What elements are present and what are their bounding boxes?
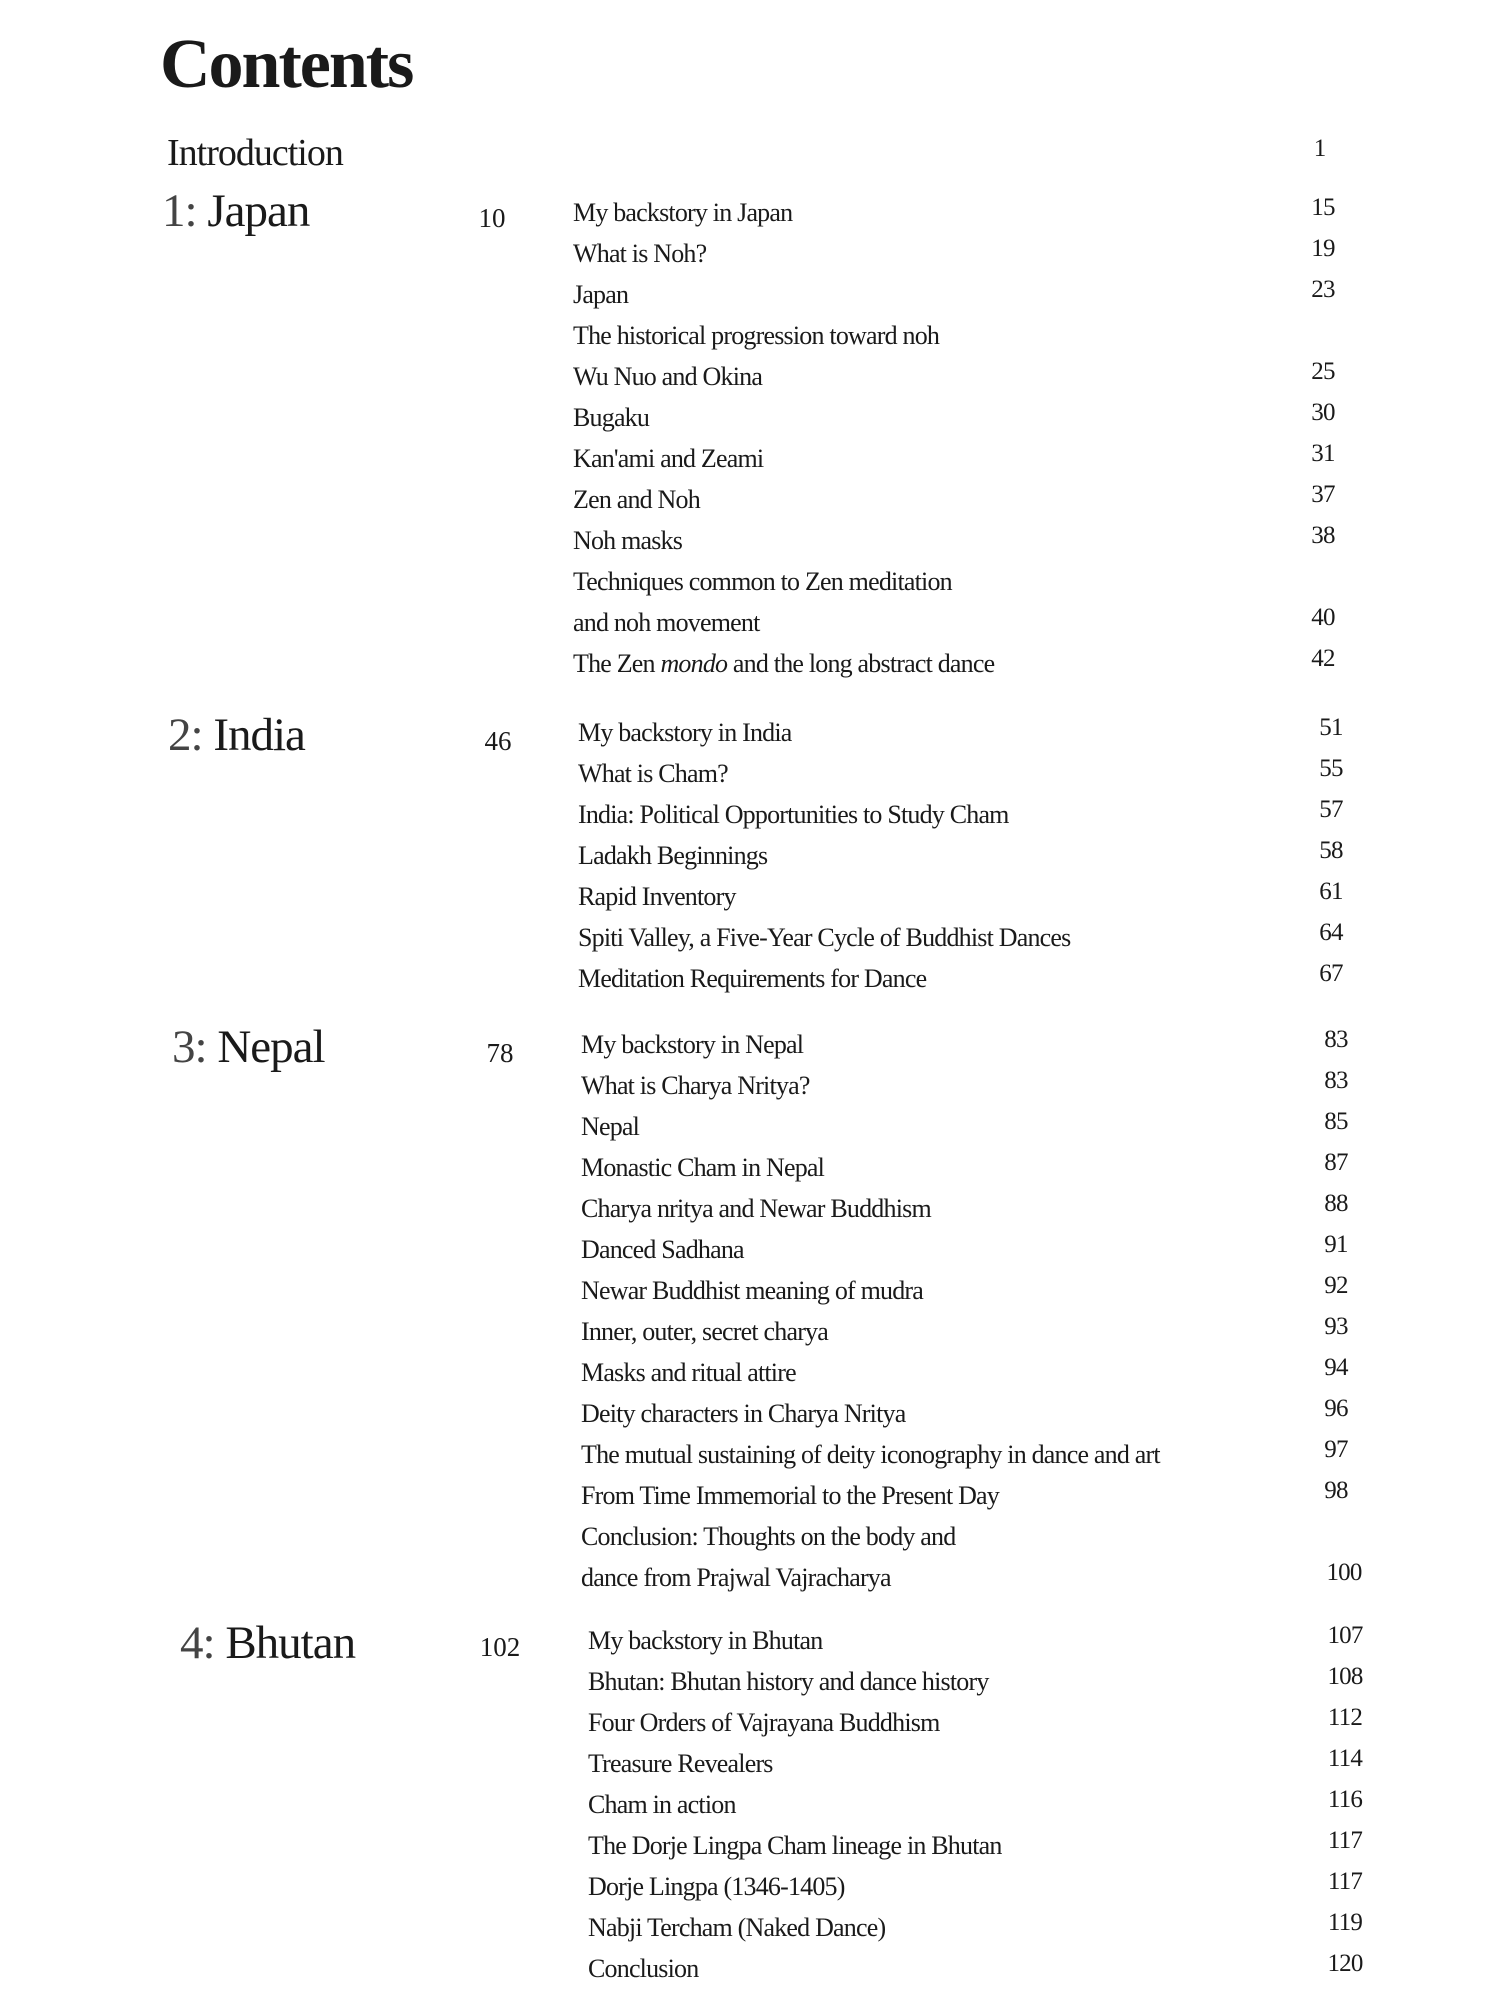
toc-entry <box>588 1784 1500 1825</box>
toc-entry <box>573 602 1500 643</box>
entry-title: Noh masks <box>573 526 683 555</box>
toc-entry <box>573 356 1500 397</box>
entry-title: Inner, outer, secret charya <box>581 1317 828 1346</box>
chapter-title <box>180 1617 356 1669</box>
chapter-name: Bhutan <box>225 1617 356 1669</box>
toc-entry <box>578 794 1500 835</box>
chapter-number: 3: <box>172 1021 207 1073</box>
entry-title: Zen and Noh <box>573 485 700 514</box>
chapter-number: 4: <box>180 1617 215 1669</box>
entry-page-number: 100 <box>1326 1559 1362 1586</box>
toc-entry <box>588 1620 1500 1661</box>
entry-title: Masks and ritual attire <box>581 1358 796 1387</box>
toc-entry <box>581 1106 1500 1147</box>
toc-entry <box>573 561 1500 602</box>
toc-entry <box>588 1702 1500 1743</box>
entry-page-number: 108 <box>1327 1663 1363 1690</box>
entry-title: Japan <box>573 280 629 309</box>
chapter-entries <box>588 1620 1500 1989</box>
toc-entry <box>588 1948 1500 1989</box>
chapter-title <box>172 1021 325 1073</box>
entry-title: Wu Nuo and Okina <box>573 362 763 391</box>
chapter-number: 1: <box>162 185 197 237</box>
toc-entry <box>578 958 1500 999</box>
chapter-page-number: 46 <box>484 726 512 756</box>
entry-title: Meditation Requirements for Dance <box>578 964 927 993</box>
entry-title: Charya nritya and Newar Buddhism <box>581 1194 931 1223</box>
chapter-page-number: 78 <box>486 1038 514 1068</box>
entry-page-number: 30 <box>1311 399 1335 426</box>
entry-title: and noh movement <box>573 608 760 637</box>
entry-title: Bhutan: Bhutan history and dance history <box>588 1667 989 1696</box>
entry-page-number: 23 <box>1311 276 1335 303</box>
entry-title: Deity characters in Charya Nritya <box>581 1399 906 1428</box>
entry-page-number: 31 <box>1311 440 1335 467</box>
chapter-entries <box>578 712 1500 999</box>
entry-title: Nabji Tercham (Naked Dance) <box>588 1913 886 1942</box>
entry-page-number: 117 <box>1327 1827 1363 1854</box>
entry-page-number: 94 <box>1324 1354 1348 1381</box>
entry-title: Ladakh Beginnings <box>578 841 768 870</box>
entry-page-number: 91 <box>1324 1231 1348 1258</box>
entry-title: What is Noh? <box>573 239 707 268</box>
toc-entry <box>581 1270 1500 1311</box>
entry-page-number: 19 <box>1311 235 1335 262</box>
toc-entry <box>573 274 1500 315</box>
introduction-page-number: 1 <box>1313 135 1327 162</box>
chapter-entries <box>581 1024 1500 1598</box>
toc-entry <box>581 1024 1500 1065</box>
toc-entry <box>581 1188 1500 1229</box>
entry-title: Newar Buddhist meaning of mudra <box>581 1276 924 1305</box>
entry-page-number: 88 <box>1324 1190 1348 1217</box>
entry-title: My backstory in Bhutan <box>588 1626 823 1655</box>
entry-title: The historical progression toward noh <box>573 321 940 350</box>
entry-page-number: 55 <box>1319 755 1343 782</box>
entry-page-number: 92 <box>1324 1272 1348 1299</box>
toc-entry <box>573 520 1500 561</box>
entry-title: Danced Sadhana <box>581 1235 744 1264</box>
entry-title: India: Political Opportunities to Study Cham <box>578 800 1009 829</box>
toc-entry <box>581 1147 1500 1188</box>
entry-page-number: 37 <box>1311 481 1335 508</box>
entry-page-number: 15 <box>1311 194 1335 221</box>
entry-page-number: 83 <box>1324 1067 1348 1094</box>
chapter-number: 2: <box>168 709 203 761</box>
entry-page-number: 112 <box>1327 1704 1363 1731</box>
entry-title: Spiti Valley, a Five-Year Cycle of Buddhist Dances <box>578 923 1071 952</box>
entry-page-number: 120 <box>1327 1950 1363 1977</box>
toc-entry <box>588 1743 1500 1784</box>
entry-page-number: 116 <box>1327 1786 1363 1813</box>
toc-entry <box>581 1393 1500 1434</box>
entry-title: Conclusion <box>588 1954 699 1983</box>
entry-title: Nepal <box>581 1112 640 1141</box>
entry-title: What is Cham? <box>578 759 728 788</box>
toc-entry <box>588 1866 1500 1907</box>
page-title: Contents <box>160 26 413 103</box>
toc-entry <box>588 1907 1500 1948</box>
entry-title: dance from Prajwal Vajracharya <box>581 1563 891 1592</box>
entry-title: What is Charya Nritya? <box>581 1071 810 1100</box>
chapter-name: Japan <box>207 185 310 237</box>
entry-title: My backstory in Japan <box>573 198 793 227</box>
entry-page-number: 93 <box>1324 1313 1348 1340</box>
entry-page-number: 117 <box>1327 1868 1363 1895</box>
chapter-title <box>162 185 310 237</box>
toc-entry <box>581 1434 1500 1475</box>
entry-page-number: 96 <box>1324 1395 1348 1422</box>
toc-entry <box>573 315 1500 356</box>
chapter-page-number: 10 <box>478 203 506 233</box>
entry-title: From Time Immemorial to the Present Day <box>581 1481 999 1510</box>
entry-page-number: 58 <box>1319 837 1343 864</box>
entry-title: Four Orders of Vajrayana Buddhism <box>588 1708 940 1737</box>
entry-page-number: 51 <box>1319 714 1343 741</box>
toc-entry <box>573 643 1500 684</box>
entry-page-number: 64 <box>1319 919 1343 946</box>
entry-title: Treasure Revealers <box>588 1749 773 1778</box>
toc-entry <box>581 1557 1500 1598</box>
entry-page-number: 38 <box>1311 522 1335 549</box>
entry-page-number: 119 <box>1327 1909 1363 1936</box>
entry-page-number: 42 <box>1311 645 1335 672</box>
toc-entry <box>578 876 1500 917</box>
chapter-page-number: 102 <box>479 1632 521 1662</box>
entry-title: Bugaku <box>573 403 650 432</box>
toc-entry <box>573 233 1500 274</box>
toc-entry <box>581 1475 1500 1516</box>
entry-title <box>573 643 994 684</box>
toc-entry <box>581 1229 1500 1270</box>
toc-entry <box>588 1825 1500 1866</box>
entry-title: Techniques common to Zen meditation <box>573 567 952 596</box>
entry-title: Cham in action <box>588 1790 736 1819</box>
toc-entry <box>573 192 1500 233</box>
entry-title: Dorje Lingpa (1346-1405) <box>588 1872 845 1901</box>
entry-title: Monastic Cham in Nepal <box>581 1153 825 1182</box>
toc-entry <box>578 712 1500 753</box>
entry-title: Rapid Inventory <box>578 882 736 911</box>
entry-title: My backstory in Nepal <box>581 1030 804 1059</box>
entry-page-number: 97 <box>1324 1436 1348 1463</box>
entry-title-after: and the long abstract dance <box>727 649 995 678</box>
toc-entry <box>581 1352 1500 1393</box>
toc-entry <box>581 1516 1500 1557</box>
entry-page-number: 25 <box>1311 358 1335 385</box>
toc-entry <box>578 917 1500 958</box>
chapter-title <box>168 709 305 761</box>
toc-entry <box>573 397 1500 438</box>
toc-entry <box>588 1661 1500 1702</box>
toc-entry <box>578 835 1500 876</box>
chapter-name: Nepal <box>217 1021 325 1073</box>
chapter-entries <box>573 192 1500 684</box>
entry-page-number: 83 <box>1324 1026 1348 1053</box>
entry-page-number: 57 <box>1319 796 1343 823</box>
entry-title: My backstory in India <box>578 718 792 747</box>
entry-page-number: 87 <box>1324 1149 1348 1176</box>
entry-title: Kan'ami and Zeami <box>573 444 764 473</box>
toc-entry <box>581 1311 1500 1352</box>
entry-title-before: The Zen <box>573 649 661 678</box>
toc-entry <box>573 479 1500 520</box>
entry-page-number: 67 <box>1319 960 1343 987</box>
toc-entry <box>578 753 1500 794</box>
entry-page-number: 107 <box>1327 1622 1363 1649</box>
entry-title: The Dorje Lingpa Cham lineage in Bhutan <box>588 1831 1002 1860</box>
entry-page-number: 98 <box>1324 1477 1348 1504</box>
chapter-name: India <box>213 709 305 761</box>
entry-page-number: 85 <box>1324 1108 1348 1135</box>
entry-title-italic: mondo <box>660 649 728 678</box>
toc-entry <box>581 1065 1500 1106</box>
introduction-title: Introduction <box>167 132 343 174</box>
entry-page-number: 114 <box>1327 1745 1363 1772</box>
entry-page-number: 61 <box>1319 878 1343 905</box>
entry-title: The mutual sustaining of deity iconography in dance and art <box>581 1440 1160 1469</box>
entry-title: Conclusion: Thoughts on the body and <box>581 1522 956 1551</box>
toc-entry <box>573 438 1500 479</box>
entry-page-number: 40 <box>1311 604 1335 631</box>
